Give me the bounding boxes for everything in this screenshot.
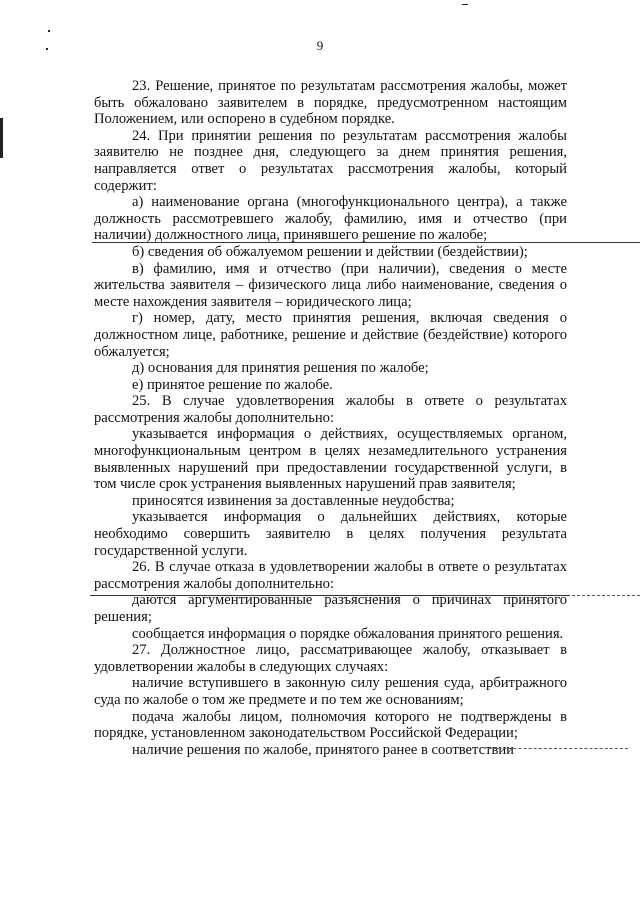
page-number: 9 [316,38,324,53]
paragraph-25-point-1: указывается информация о действиях, осуществляемых органом, многофункциональным центром в целях незамедлительного устранения выявленных нарушений при предоставлении государственной услуги, в том числе срок устранения выявленных нарушений прав заявителя; [94,426,567,493]
scan-artifact-dot [46,48,48,50]
scan-artifact-dot [48,30,50,32]
paragraph-23: 23. Решение, принятое по результатам рассмотрения жалобы, может быть обжаловано заявителем в порядке, предусмотренном настоящим Положением, или оспорено в судебном порядке. [94,78,567,128]
paragraph-26-point-2: сообщается информация о порядке обжалования принятого решения. [132,625,564,642]
paragraph-25-point-2: приносятся извинения за доставленные неудобства; [132,492,455,509]
paragraph-27-point-3: наличие решения по жалобе, принятого ранее в соответствии [132,741,514,758]
item-b: б) сведения об обжалуемом решении и действии (бездействии); [132,243,528,260]
scan-streak-line [572,595,640,596]
paragraph-26-point-1: даются аргументированные разъяснения о причинах принятого решения; [94,592,567,625]
scan-artifact-tick [462,4,468,5]
paragraph-26: 26. В случае отказа в удовлетворении жалобы в ответе о результатах рассмотрения жалобы дополнительно: [94,559,567,592]
scan-streak-line [90,595,570,596]
scan-streak-line [488,748,628,749]
paragraph-24: 24. При принятии решения по результатам рассмотрения жалобы заявителю не позднее дня, следующего за днем принятия решения, направляется ответ о результатах рассмотрения жалобы, который содержит: [94,127,567,194]
paragraph-27-point-1: наличие вступившего в законную силу решения суда, арбитражного суда по жалобе о том же предмете и по тем же основаниям; [94,675,567,708]
scan-streak-line [92,242,640,243]
item-a: а) наименование органа (многофункционального центра), а также должность рассмотревшего жалобу, фамилию, имя и отчество (при наличии) должностного лица, принявшего решение по жалобе; [94,194,567,244]
item-v: в) фамилию, имя и отчество (при наличии), сведения о месте жительства заявителя – физического лица либо наименование, сведения о месте нахождения заявителя – юридического лица; [94,260,567,310]
document-body [94,78,567,758]
paragraph-25: 25. В случае удовлетворения жалобы в ответе о результатах рассмотрения жалобы дополнительно: [94,393,567,426]
scan-artifact-bar [0,118,3,158]
item-e: е) принятое решение по жалобе. [132,376,333,393]
paragraph-25-point-3: указывается информация о дальнейших действиях, которые необходимо совершить заявителю в целях получения результата государственной услуги. [94,509,567,559]
item-d: д) основания для принятия решения по жалобе; [132,360,429,377]
item-g: г) номер, дату, место принятия решения, включая сведения о должностном лице, работнике, решение и действие (бездействие) которого обжалуется; [94,310,567,360]
paragraph-27: 27. Должностное лицо, рассматривающее жалобу, отказывает в удовлетворении жалобы в следующих случаях: [94,642,567,675]
paragraph-27-point-2: подача жалобы лицом, полномочия которого не подтверждены в порядке, установленном законодательством Российской Федерации; [94,708,567,742]
